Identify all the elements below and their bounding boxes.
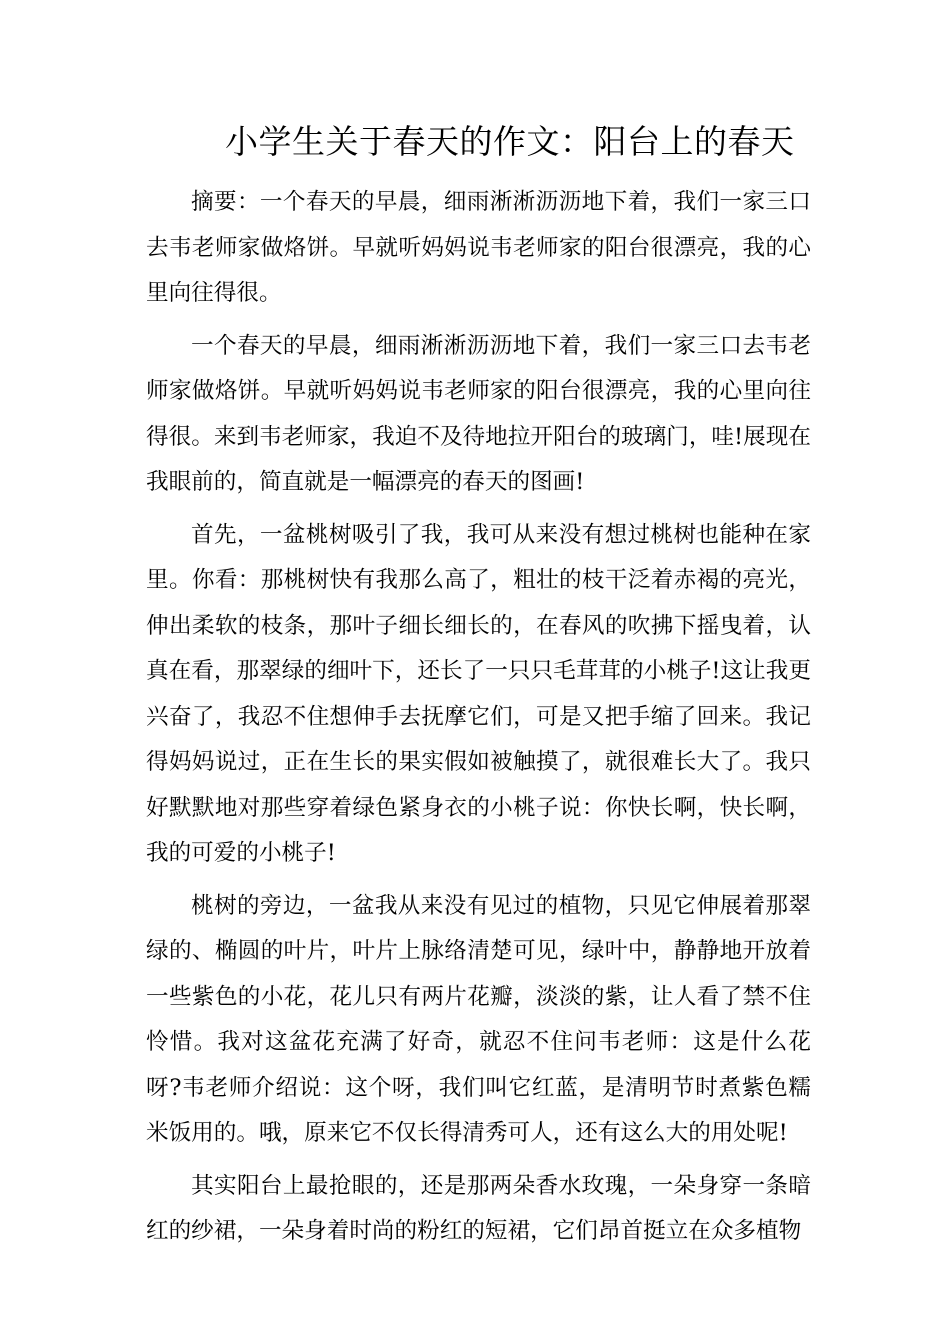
- paragraph: 桃树的旁边，一盆我从来没有见过的植物，只见它伸展着那翠绿的、椭圆的叶片，叶片上脉络清楚可见，绿叶中，静静地开放着一些紫色的小花，花儿只有两片花瓣，淡淡的紫，让人看了禁不住怜惜。我对这盆花充满了好奇，就忍不住问韦老师：这是什么花呀?韦老师介绍说：这个呀，我们叫它红蓝，是清明节时煮紫色糯米饭用的。哦，原来它不仅长得清秀可人，还有这么大的用处呢!: [146, 892, 811, 1146]
- paragraph: 一个春天的早晨，细雨淅淅沥沥地下着，我们一家三口去韦老师家做烙饼。早就听妈妈说韦老师家的阳台很漂亮，我的心里向往得很。来到韦老师家，我迫不及待地拉开阳台的玻璃门，哇!展现在我眼前的，简直就是一幅漂亮的春天的图画!: [146, 332, 811, 495]
- paragraph-abstract: 摘要：一个春天的早晨，细雨淅淅沥沥地下着，我们一家三口去韦老师家做烙饼。早就听妈妈说韦老师家的阳台很漂亮，我的心里向往得很。: [146, 189, 811, 306]
- paragraph: 其实阳台上最抢眼的，还是那两朵香水玫瑰，一朵身穿一条暗红的纱裙，一朵身着时尚的粉红的短裙，它们昂首挺立在众多植物: [146, 1172, 811, 1244]
- page-title: 小学生关于春天的作文：阳台上的春天: [225, 122, 795, 161]
- paragraph: 首先，一盆桃树吸引了我，我可从来没有想过桃树也能种在家里。你看：那桃树快有我那么高了，粗壮的枝干泛着赤褐的亮光，伸出柔软的枝条，那叶子细长细长的，在春风的吹拂下摇曳着，认真在看，那翠绿的细叶下，还长了一只只毛茸茸的小桃子!这让我更兴奋了，我忍不住想伸手去抚摩它们，可是又把手缩了回来。我记得妈妈说过，正在生长的果实假如被触摸了，就很难长大了。我只好默默地对那些穿着绿色紧身衣的小桃子说：你快长啊，快长啊，我的可爱的小桃子!: [146, 521, 811, 866]
- document-body: [146, 180, 811, 1262]
